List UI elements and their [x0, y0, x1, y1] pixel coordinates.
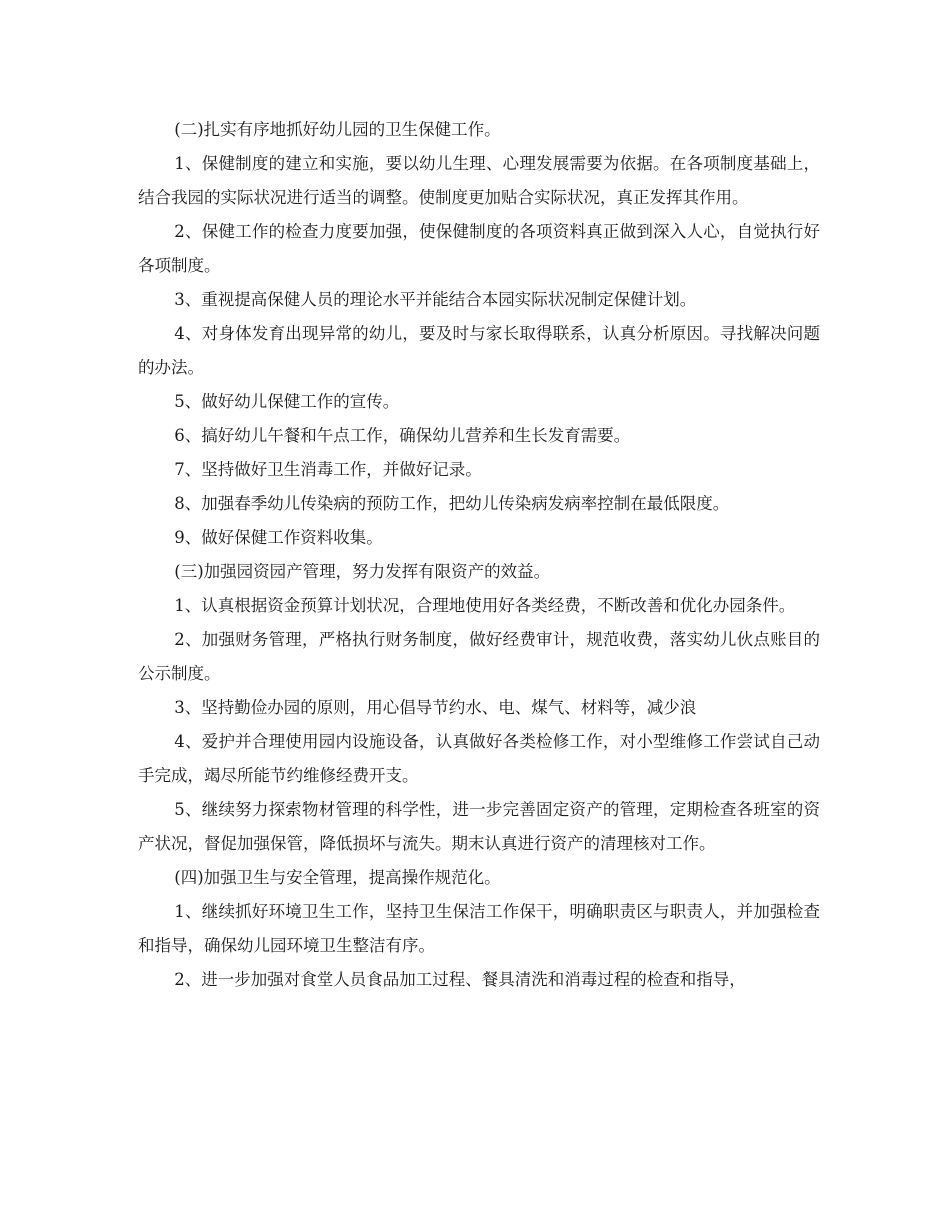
paragraph: 4、对身体发育出现异常的幼儿，要及时与家长取得联系，认真分析原因。寻找解决问题的办法。 [138, 324, 820, 377]
paragraph: 1、保健制度的建立和实施，要以幼儿生理、心理发展需要为依据。在各项制度基础上，结合我园的实际状况进行适当的调整。使制度更加贴合实际状况，真正发挥其作用。 [138, 154, 820, 207]
paragraph: 3、坚持勤俭办园的原则，用心倡导节约水、电、煤气、材料等，减少浪 [174, 698, 697, 717]
heading-safety-management: (四)加强卫生与安全管理，提高操作规范化。 [174, 868, 501, 887]
paragraph: 2、进一步加强对食堂人员食品加工过程、餐具清洗和消毒过程的检查和指导， [174, 970, 746, 989]
paragraph: 1、继续抓好环境卫生工作，坚持卫生保洁工作保干，明确职责区与职责人，并加强检查和指导，确保幼儿园环境卫生整洁有序。 [138, 902, 820, 955]
paragraph: 5、继续努力探索物材管理的科学性，进一步完善固定资产的管理，定期检查各班室的资产状况，督促加强保管，降低损坏与流失。期末认真进行资产的清理核对工作。 [138, 800, 820, 853]
paragraph: 2、保健工作的检查力度要加强，使保健制度的各项资料真正做到深入人心，自觉执行好各项制度。 [138, 222, 820, 275]
paragraph: 5、做好幼儿保健工作的宣传。 [174, 392, 400, 411]
paragraph: 7、坚持做好卫生消毒工作，并做好记录。 [174, 460, 482, 479]
paragraph: 3、重视提高保健人员的理论水平并能结合本园实际状况制定保健计划。 [174, 290, 697, 309]
paragraph: 6、搞好幼儿午餐和午点工作，确保幼儿营养和生长发育需要。 [174, 426, 631, 445]
heading-health-care: (二)扎实有序地抓好幼儿园的卫生保健工作。 [174, 120, 501, 139]
document-body [138, 113, 820, 997]
paragraph: 9、做好保健工作资料收集。 [174, 528, 383, 547]
paragraph: 2、加强财务管理，严格执行财务制度，做好经费审计，规范收费，落实幼儿伙点账目的公示制度。 [138, 630, 820, 683]
paragraph: 1、认真根据资金预算计划状况，合理地使用好各类经费，不断改善和优化办园条件。 [174, 596, 796, 615]
paragraph: 8、加强春季幼儿传染病的预防工作，把幼儿传染病发病率控制在最低限度。 [174, 494, 730, 513]
heading-asset-management: (三)加强园资园产管理，努力发挥有限资产的效益。 [174, 562, 551, 581]
paragraph: 4、爱护并合理使用园内设施设备，认真做好各类检修工作，对小型维修工作尝试自己动手完成，竭尽所能节约维修经费开支。 [138, 732, 820, 785]
